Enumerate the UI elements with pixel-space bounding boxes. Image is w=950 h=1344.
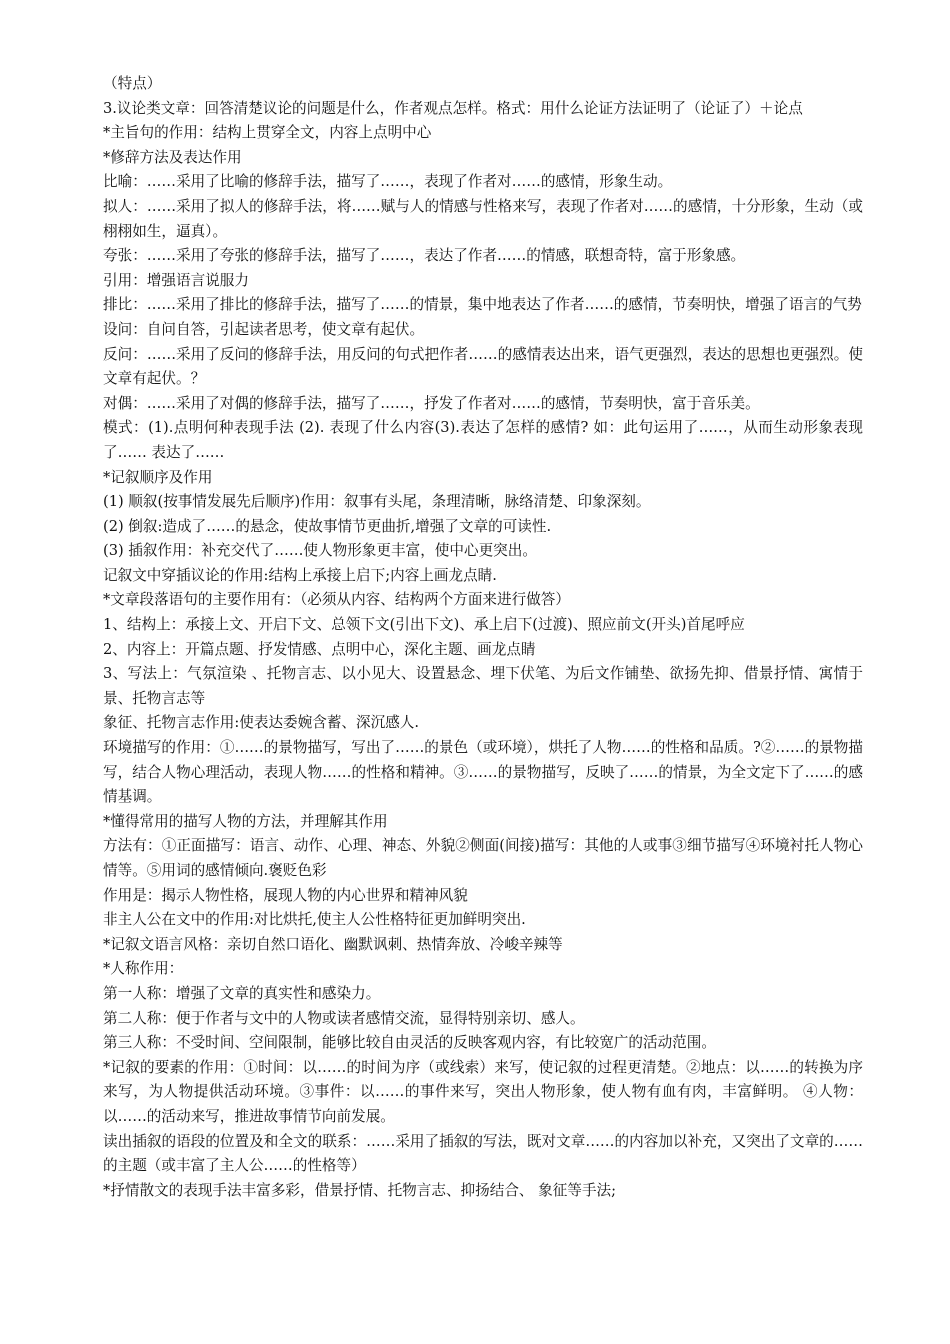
paragraph-thesis-sentence: *主旨句的作用：结构上贯穿全文，内容上点明中心 xyxy=(103,124,432,142)
paragraph-counter-question: 反问：……采用了反问的修辞手法，用反问的句式把作者……的感情表达出来，语气更强烈，表达的思想也更强烈。使文章有起伏。？ xyxy=(103,345,863,388)
paragraph-structure-function: 1、结构上：承接上文、开启下文、总领下文(引出下文)、承上启下(过渡)、照应前文(开头)首尾呼应 xyxy=(103,616,745,634)
paragraph-feature-note: （特点） xyxy=(103,75,162,92)
paragraph-environment-description: 环境描写的作用：①……的景物描写，写出了……的景色（或环境），烘托了人物……的性格和品质。?②……的景物描写，结合人物心理活动，表现人物……的性格和精神。③……的景物描写，反映了……的情景，为全文定下了……的感情基调。 xyxy=(103,739,863,806)
paragraph-interpolation: (3) 插叙作用：补充交代了……使人物形象更丰富，使中心更突出。 xyxy=(103,542,537,560)
heading-narrative-order: *记叙顺序及作用 xyxy=(103,468,213,486)
paragraph-symbolism: 象征、托物言志作用:使表达委婉含蓄、深沉感人. xyxy=(103,714,420,732)
paragraph-description-methods: 方法有：①正面描写：语言、动作、心理、神态、外貌②侧面(间接)描写：其他的人或事③细节描写④环境衬托人物心情等。⑤用词的感情倾向.褒贬色彩 xyxy=(103,837,863,879)
paragraph-narrative-elements: *记叙的要素的作用：①时间：以……的时间为序（或线索）来写，使记叙的过程更清楚。②地点：以……的转换为序来写，为人物提供活动环境。③事件：以……的事件来写，突出人物形象，使人物有血有肉，丰富鲜明。 ④人物：以……的活动来写，推进故事情节向前发展。 xyxy=(103,1058,863,1125)
paragraph-parallelism: 排比：……采用了排比的修辞手法，描写了……的情景，集中地表达了作者……的感情，节奏明快，增强了语言的气势 xyxy=(103,296,862,314)
heading-rhetoric: *修辞方法及表达作用 xyxy=(103,148,242,166)
paragraph-flashback: (2) 倒叙:造成了……的悬念，使故事情节更曲折,增强了文章的可读性. xyxy=(103,517,552,535)
paragraph-chronological: (1) 顺叙(按事情发展先后顺序)作用：叙事有头尾，条理清晰，脉络清楚、印象深刻。 xyxy=(103,493,651,511)
paragraph-second-person: 第二人称：便于作者与文中的人物或读者感情交流，显得特别亲切、感人。 xyxy=(103,1009,585,1027)
paragraph-secondary-character: 非主人公在文中的作用:对比烘托,使主人公性格特征更加鲜明突出. xyxy=(103,911,526,929)
paragraph-technique-function: 3、写法上：气氛渲染 、托物言志、以小见大、设置悬念、埋下伏笔、为后文作铺垫、欲扬先抑、借景抒情、寓情于景、托物言志等 xyxy=(103,665,863,707)
heading-narrative-person: *人称作用： xyxy=(103,960,184,978)
paragraph-answer-pattern: 模式：(1).点明何种表现手法 (2). 表现了什么内容(3).表达了怎样的感情? 如：此句运用了……，从而生动形象表现了…… 表达了…… xyxy=(103,419,863,461)
paragraph-inserted-argument: 记叙文中穿插议论的作用:结构上承接上启下;内容上画龙点睛. xyxy=(103,566,497,584)
paragraph-language-style: *记叙文语言风格：亲切自然口语化、幽默讽刺、热情奔放、冷峻辛辣等 xyxy=(103,935,563,953)
paragraph-argumentative-format: 3.议论类文章：回答清楚议论的问题是什么，作者观点怎样。格式：用什么论证方法证明了（论证了）＋论点 xyxy=(103,99,803,117)
paragraph-third-person: 第三人称：不受时间、空间限制，能够比较自由灵活的反映客观内容，有比较宽广的活动范围。 xyxy=(103,1034,716,1052)
document-page xyxy=(103,72,863,1203)
paragraph-quotation: 引用：增强语言说服力 xyxy=(103,271,249,289)
paragraph-interpolation-context: 读出插叙的语段的位置及和全文的联系：……采用了插叙的写法，既对文章……的内容加以补充，又突出了文章的……的主题（或丰富了主人公……的性格等） xyxy=(103,1132,863,1175)
paragraph-content-function: 2、内容上：开篇点题、抒发情感、点明中心，深化主题、画龙点睛 xyxy=(103,640,536,658)
heading-character-description: *懂得常用的描写人物的方法，并理解其作用 xyxy=(103,812,388,830)
paragraph-personification: 拟人：……采用了拟人的修辞手法，将……赋与人的情感与性格来写，表现了作者对……的感情，十分形象，生动（或栩栩如生，逼真）。 xyxy=(103,197,863,240)
paragraph-lyrical-prose: *抒情散文的表现手法丰富多彩，借景抒情、托物言志、抑扬结合、 象征等手法; xyxy=(103,1181,617,1199)
heading-sentence-functions: *文章段落语句的主要作用有：（必须从内容、结构两个方面来进行做答） xyxy=(103,591,570,609)
paragraph-exaggeration: 夸张：……采用了夸张的修辞手法，描写了……，表达了作者……的情感，联想奇特，富于形象感。 xyxy=(103,247,746,265)
paragraph-rhetorical-question: 设问：自问自答，引起读者思考，使文章有起伏。 xyxy=(103,320,425,338)
paragraph-description-effect: 作用是：揭示人物性格，展现人物的内心世界和精神风貌 xyxy=(103,886,468,904)
paragraph-first-person: 第一人称：增强了文章的真实性和感染力。 xyxy=(103,984,381,1002)
paragraph-antithesis: 对偶：……采用了对偶的修辞手法，描写了……，抒发了作者对……的感情，节奏明快，富于音乐美。 xyxy=(103,394,760,412)
paragraph-metaphor: 比喻：……采用了比喻的修辞手法，描写了……，表现了作者对……的感情，形象生动。 xyxy=(103,173,673,191)
